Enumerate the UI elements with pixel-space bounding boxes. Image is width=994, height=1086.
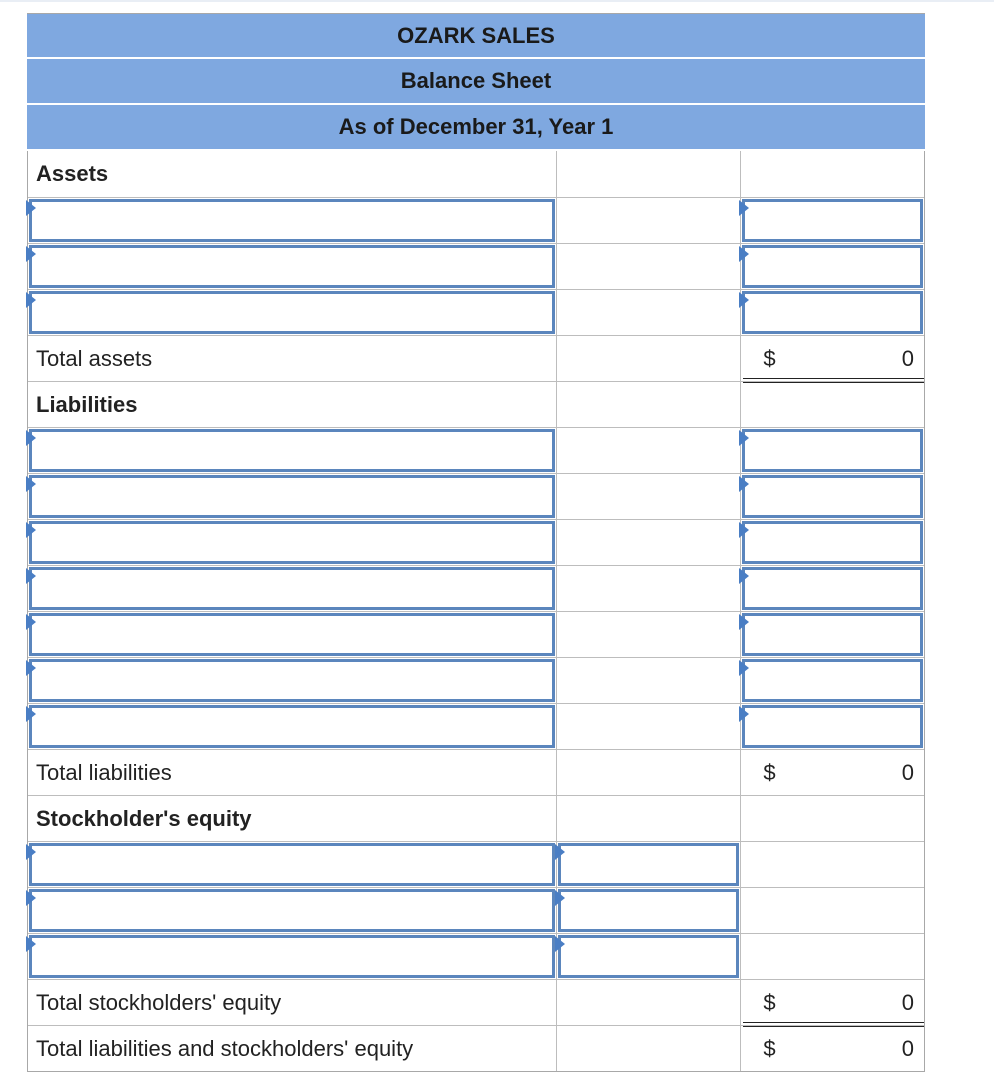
- currency-symbol: $: [763, 759, 776, 785]
- dropdown-indicator-icon: [739, 476, 749, 492]
- asset-row: [28, 289, 924, 335]
- liability-amount-input[interactable]: [742, 475, 923, 518]
- equity-heading: Stockholder's equity: [36, 805, 252, 831]
- asset-amount-input[interactable]: [742, 291, 923, 334]
- dropdown-indicator-icon: [739, 522, 749, 538]
- total-equity-row: [28, 979, 924, 1025]
- liability-amount-input[interactable]: [742, 659, 923, 702]
- liability-amount-input[interactable]: [742, 705, 923, 748]
- dropdown-indicator-icon: [26, 890, 36, 906]
- dropdown-indicator-icon: [739, 292, 749, 308]
- dropdown-indicator-icon: [739, 246, 749, 262]
- assets-heading-row: [28, 151, 924, 197]
- total-assets-row: [28, 335, 924, 381]
- asset-row: [28, 243, 924, 289]
- dropdown-indicator-icon: [26, 246, 36, 262]
- total-liab-equity-row: [28, 1025, 924, 1071]
- dropdown-indicator-icon: [26, 200, 36, 216]
- asset-account-select[interactable]: [29, 199, 555, 242]
- asset-account-select[interactable]: [29, 245, 555, 288]
- equity-amount-input[interactable]: [558, 889, 740, 932]
- liability-row: [28, 473, 924, 519]
- sheet-grid: [27, 151, 925, 1072]
- dropdown-indicator-icon: [739, 568, 749, 584]
- total-equity-value: 0: [901, 989, 914, 1015]
- total-equity-label: Total stockholders' equity: [36, 989, 282, 1015]
- liability-account-select[interactable]: [29, 567, 555, 610]
- total-assets-label: Total assets: [36, 345, 153, 371]
- total-liab-equity-label: Total liabilities and stockholders' equity: [36, 1035, 414, 1061]
- liability-row: [28, 427, 924, 473]
- liability-amount-input[interactable]: [742, 521, 923, 564]
- assets-heading: Assets: [36, 161, 109, 186]
- equity-heading-row: [28, 795, 924, 841]
- dropdown-indicator-icon: [26, 660, 36, 676]
- liability-amount-input[interactable]: [742, 429, 923, 472]
- dropdown-indicator-icon: [26, 844, 36, 860]
- equity-row: [28, 841, 924, 887]
- statement-title: Balance Sheet: [27, 59, 925, 105]
- total-assets-value: 0: [901, 345, 914, 371]
- asset-amount-input[interactable]: [742, 245, 923, 288]
- liabilities-heading: Liabilities: [36, 391, 138, 417]
- dropdown-indicator-icon: [739, 660, 749, 676]
- equity-amount-input[interactable]: [558, 843, 740, 886]
- total-liabilities-row: [28, 749, 924, 795]
- dropdown-indicator-icon: [555, 844, 565, 860]
- balance-sheet: [27, 13, 925, 1072]
- liability-amount-input[interactable]: [742, 613, 923, 656]
- dropdown-indicator-icon: [26, 522, 36, 538]
- dropdown-indicator-icon: [26, 706, 36, 722]
- total-liabilities-label: Total liabilities: [36, 759, 172, 785]
- liabilities-heading-row: [28, 381, 924, 427]
- dropdown-indicator-icon: [26, 614, 36, 630]
- dropdown-indicator-icon: [26, 936, 36, 952]
- liability-row: [28, 519, 924, 565]
- liability-row: [28, 657, 924, 703]
- liability-account-select[interactable]: [29, 475, 555, 518]
- dropdown-indicator-icon: [739, 706, 749, 722]
- asset-account-select[interactable]: [29, 291, 555, 334]
- liability-row: [28, 703, 924, 749]
- liability-account-select[interactable]: [29, 521, 555, 564]
- total-liab-equity-value: 0: [901, 1035, 914, 1061]
- dropdown-indicator-icon: [739, 430, 749, 446]
- liability-row: [28, 611, 924, 657]
- liability-account-select[interactable]: [29, 659, 555, 702]
- equity-row: [28, 933, 924, 979]
- liability-amount-input[interactable]: [742, 567, 923, 610]
- dropdown-indicator-icon: [555, 890, 565, 906]
- equity-row: [28, 887, 924, 933]
- equity-account-select[interactable]: [29, 889, 555, 932]
- statement-date: As of December 31, Year 1: [27, 105, 925, 151]
- dropdown-indicator-icon: [739, 614, 749, 630]
- liability-row: [28, 565, 924, 611]
- dropdown-indicator-icon: [26, 476, 36, 492]
- equity-amount-input[interactable]: [558, 935, 740, 978]
- top-divider: [0, 0, 994, 2]
- company-name: OZARK SALES: [27, 13, 925, 59]
- liability-account-select[interactable]: [29, 429, 555, 472]
- dropdown-indicator-icon: [26, 292, 36, 308]
- liability-account-select[interactable]: [29, 705, 555, 748]
- total-liabilities-value: 0: [901, 759, 914, 785]
- liability-account-select[interactable]: [29, 613, 555, 656]
- equity-account-select[interactable]: [29, 935, 555, 978]
- dropdown-indicator-icon: [26, 430, 36, 446]
- currency-symbol: $: [763, 345, 776, 371]
- asset-row: [28, 197, 924, 243]
- dropdown-indicator-icon: [739, 200, 749, 216]
- asset-amount-input[interactable]: [742, 199, 923, 242]
- currency-symbol: $: [763, 1035, 776, 1061]
- currency-symbol: $: [763, 989, 776, 1015]
- dropdown-indicator-icon: [26, 568, 36, 584]
- dropdown-indicator-icon: [555, 936, 565, 952]
- equity-account-select[interactable]: [29, 843, 555, 886]
